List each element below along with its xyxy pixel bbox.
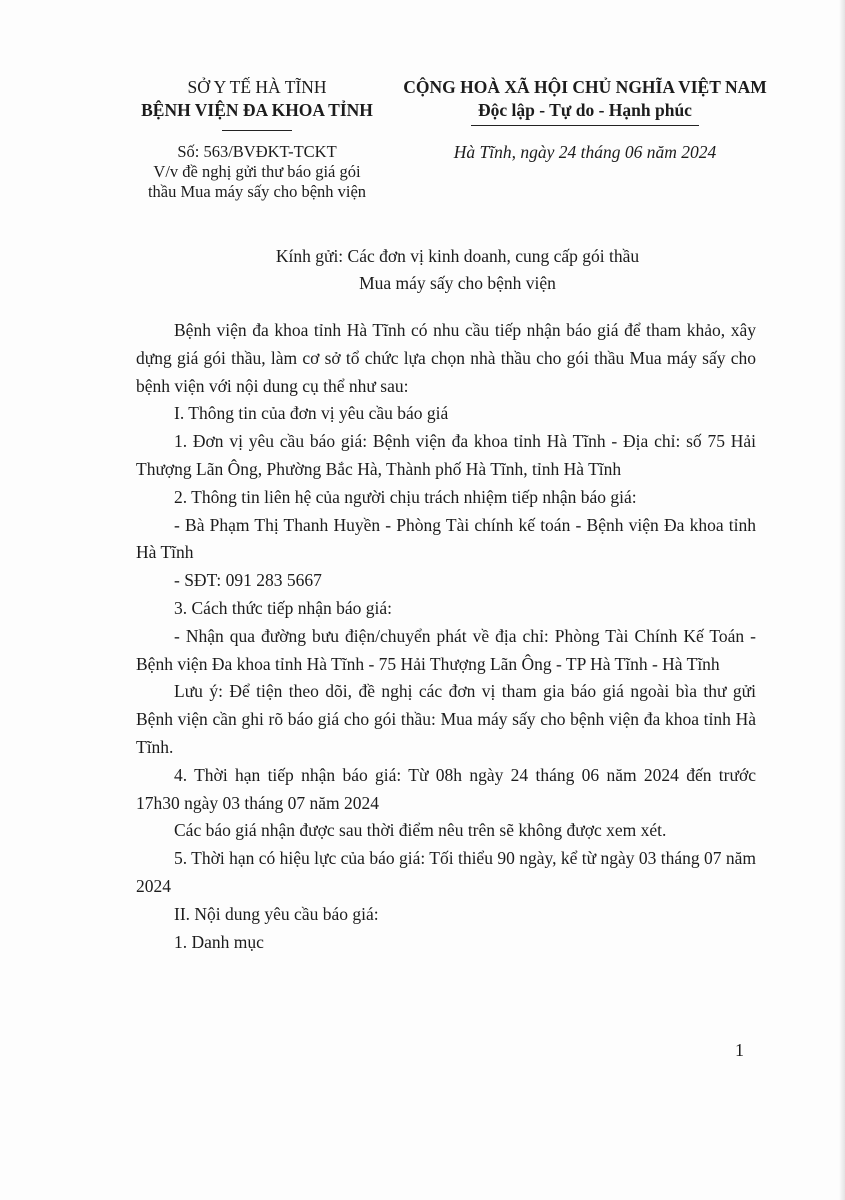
recipient-line-1: Kính gửi: Các đơn vị kinh doanh, cung cấp gói thầu: [275, 246, 640, 266]
page-edge-shadow: [839, 0, 845, 1200]
item-2: 2. Thông tin liên hệ của người chịu trách nhiệm tiếp nhận báo giá:: [174, 486, 637, 507]
item-1: 1. Đơn vị yêu cầu báo giá: Bệnh viện đa khoa tỉnh Hà Tĩnh - Địa chỉ: số 75 Hải Thượng Lãn Ông, Phường Bắc Hà, Thành phố Hà Tĩnh, tỉnh Hà Tĩnh: [136, 431, 756, 479]
item-4: 4. Thời hạn tiếp nhận báo giá: Từ 08h ngày 24 tháng 06 năm 2024 đến trước 17h30 ngày 03 tháng 07 năm 2024: [136, 764, 756, 813]
motto-underline: [471, 125, 699, 126]
national-motto: Độc lập - Tự do - Hạnh phúc: [478, 100, 692, 120]
section-2-title: II. Nội dung yêu cầu báo giá:: [174, 903, 379, 924]
issuer-underline: [222, 130, 292, 131]
recipient-block: [150, 243, 765, 297]
item-2-person: - Bà Phạm Thị Thanh Huyền - Phòng Tài chính kế toán - Bệnh viện Đa khoa tỉnh Hà Tĩnh: [136, 514, 756, 563]
issuer-block: [112, 76, 402, 131]
document-number: Số: 563/BVĐKT-TCKT: [177, 142, 337, 161]
country-name: CỘNG HOÀ XÃ HỘI CHỦ NGHĨA VIỆT NAM: [403, 77, 767, 97]
national-header: [385, 76, 785, 126]
department-name: SỞ Y TẾ HÀ TĨNH: [187, 77, 327, 97]
document-reference: [112, 142, 402, 202]
section-1-title: I. Thông tin của đơn vị yêu cầu báo giá: [174, 403, 449, 424]
subject-line-2: thầu Mua máy sấy cho bệnh viện: [147, 182, 367, 201]
recipient-line-2: Mua máy sấy cho bệnh viện: [359, 273, 556, 293]
letter-body: [136, 317, 756, 956]
intro-paragraph: Bệnh viện đa khoa tỉnh Hà Tĩnh có nhu cầu tiếp nhận báo giá để tham khảo, xây dựng giá gói thầu, làm cơ sở tổ chức lựa chọn nhà thầu cho gói thầu Mua máy sấy cho bệnh viện với nội dung cụ thể như sau:: [136, 320, 756, 396]
item-3: 3. Cách thức tiếp nhận báo giá:: [174, 597, 392, 618]
page-number: 1: [735, 1040, 744, 1060]
subject-line-1: V/v đề nghị gửi thư báo giá gói: [153, 162, 361, 181]
item-2-phone: - SĐT: 091 283 5667: [174, 570, 322, 591]
section-2-item-1: 1. Danh mục: [174, 931, 264, 952]
item-5: 5. Thời hạn có hiệu lực của báo giá: Tối thiểu 90 ngày, kể từ ngày 03 tháng 07 năm 2024: [136, 848, 756, 896]
item-4-note: Các báo giá nhận được sau thời điểm nêu trên sẽ không được xem xét.: [174, 820, 667, 841]
item-3-detail: - Nhận qua đường bưu điện/chuyển phát về địa chỉ: Phòng Tài Chính Kế Toán - Bệnh viện Đa khoa tỉnh Hà Tĩnh - 75 Hải Thượng Lãn Ông - TP Hà Tĩnh - Hà Tĩnh: [136, 625, 756, 674]
note-paragraph: Lưu ý: Để tiện theo dõi, đề nghị các đơn vị tham gia báo giá ngoài bìa thư gửi Bệnh viện cần ghi rõ báo giá cho gói thầu: Mua máy sấy cho bệnh viện đa khoa tỉnh Hà Tĩnh.: [136, 681, 756, 757]
place-date: Hà Tĩnh, ngày 24 tháng 06 năm 2024: [453, 142, 717, 162]
hospital-name: BỆNH VIỆN ĐA KHOA TỈNH: [141, 100, 373, 120]
